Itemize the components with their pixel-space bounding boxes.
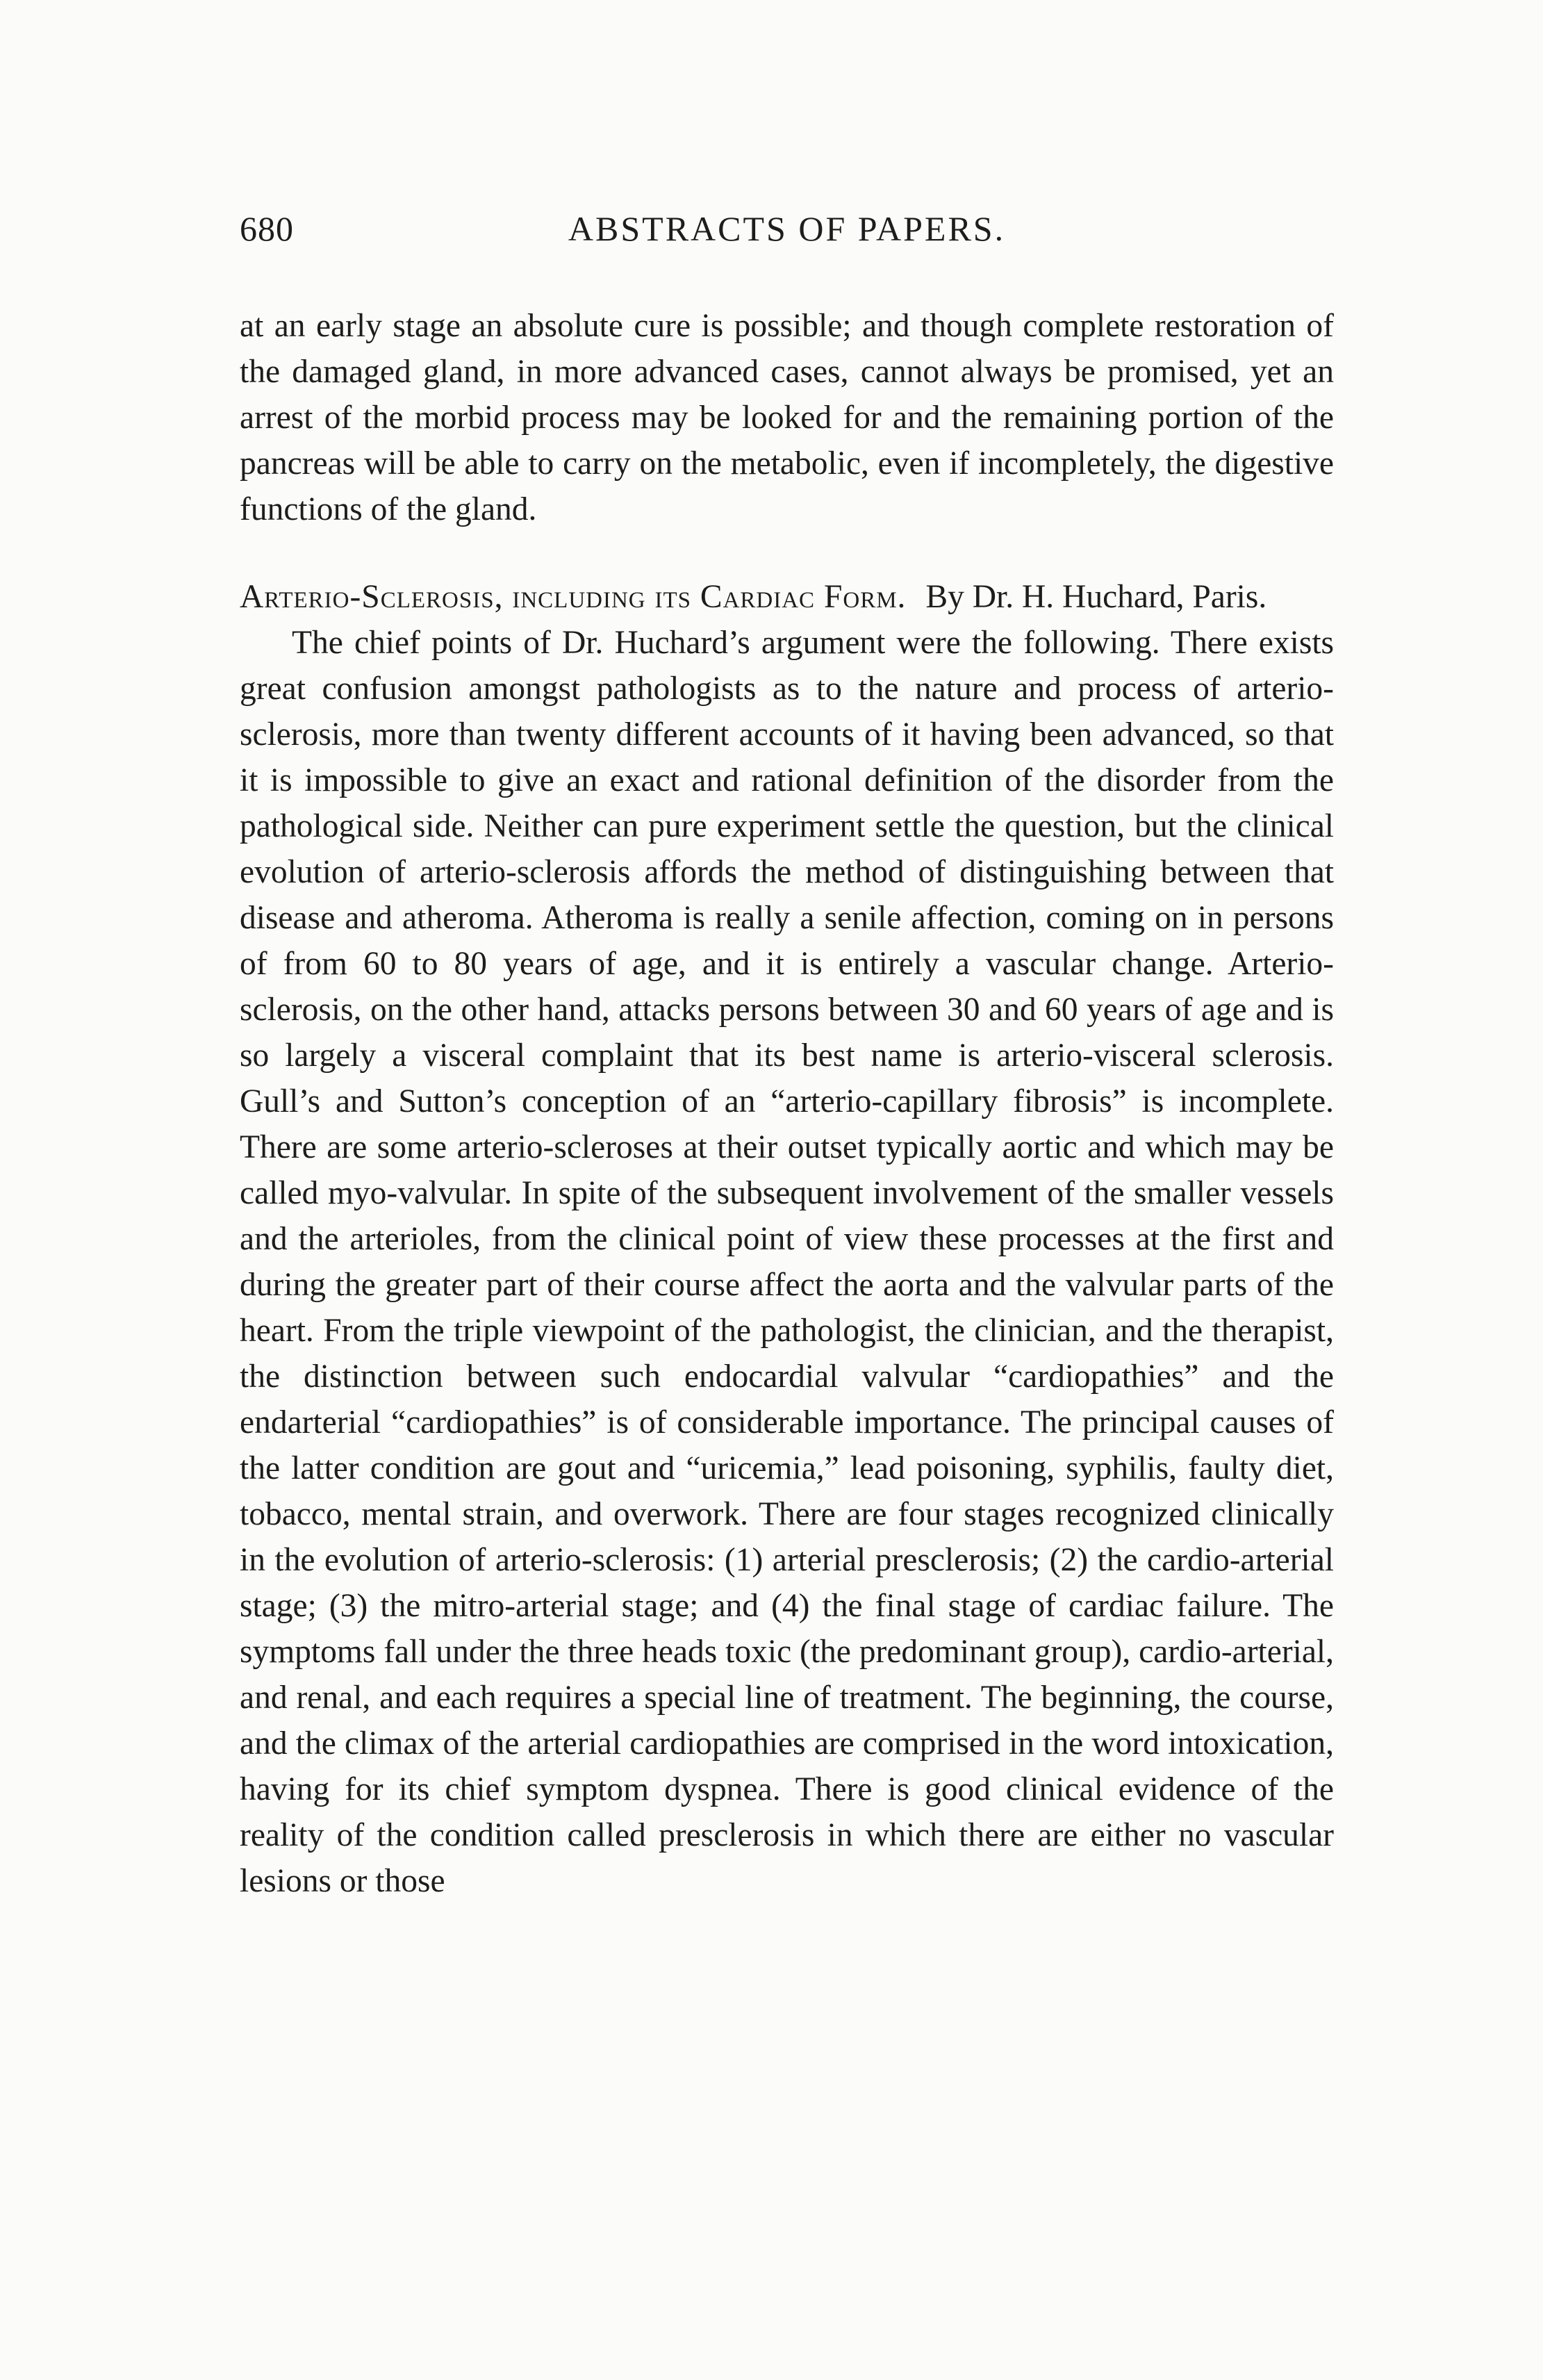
page-number: 680 xyxy=(240,209,294,248)
running-header xyxy=(240,208,1334,264)
article-heading xyxy=(240,574,1334,620)
article-author: By Dr. H. Huchard, Paris. xyxy=(925,579,1267,615)
continuation-paragraph: at an early stage an absolute cure is possible; and though complete restoration of the damaged gland, in more advanced cases, cannot always be promised, yet an arrest of the morbid process may be looked for and the remaining portion of the pancreas will be able to carry on the metabolic, even if incompletely, the digestive functions of the gland. xyxy=(240,308,1334,527)
article-title: Arterio-Sclerosis, including its Cardiac Form. xyxy=(240,579,907,615)
running-title: ABSTRACTS OF PAPERS. xyxy=(568,209,1006,248)
document-page xyxy=(240,208,1334,1904)
article-body: The chief points of Dr. Huchard’s argument were the following. There exists great confusion amongst pathologists as to the nature and process of arterio-sclerosis, more than twenty different accounts of it having been advanced, so that it is impossible to give an exact and rational definition of the disorder from the pathological side. Neither can pure experiment settle the question, but the clinical evolution of arterio-sclerosis affords the method of distinguishing between that disease and atheroma. Atheroma is really a senile affection, coming on in persons of from 60 to 80 years of age, and it is entirely a vascular change. Arterio-sclerosis, on the other hand, attacks persons between 30 and 60 years of age and is so largely a visceral complaint that its best name is arterio-visceral sclerosis. Gull’s and Sutton’s conception of an “arterio-capillary fibrosis” is incomplete. There are some arterio-scleroses at their outset typically aortic and which may be called myo-valvular. In spite of the subsequent involvement of the smaller vessels and the arterioles, from the clinical point of view these processes at the first and during the greater part of their course affect the aorta and the valvular parts of the heart. From the triple viewpoint of the pathologist, the clinician, and the therapist, the distinction between such endocardial valvular “cardiopathies” and the endarterial “cardiopathies” is of considerable importance. The principal causes of the latter condition are gout and “uricemia,” lead poisoning, syphilis, faulty diet, tobacco, mental strain, and overwork. There are four stages recognized clinically in the evolution of arterio-sclerosis: (1) arterial presclerosis; (2) the cardio-arterial stage; (3) the mitro-arterial stage; and (4) the final stage of cardiac failure. The symptoms fall under the three heads toxic (the predominant group), cardio-arterial, and renal, and each requires a special line of treatment. The beginning, the course, and the climax of the arterial cardiopathies are comprised in the word intoxication, having for its chief symptom dyspnea. There is good clinical evidence of the reality of the condition called presclerosis in which there are either no vascular lesions or those xyxy=(240,625,1334,1899)
